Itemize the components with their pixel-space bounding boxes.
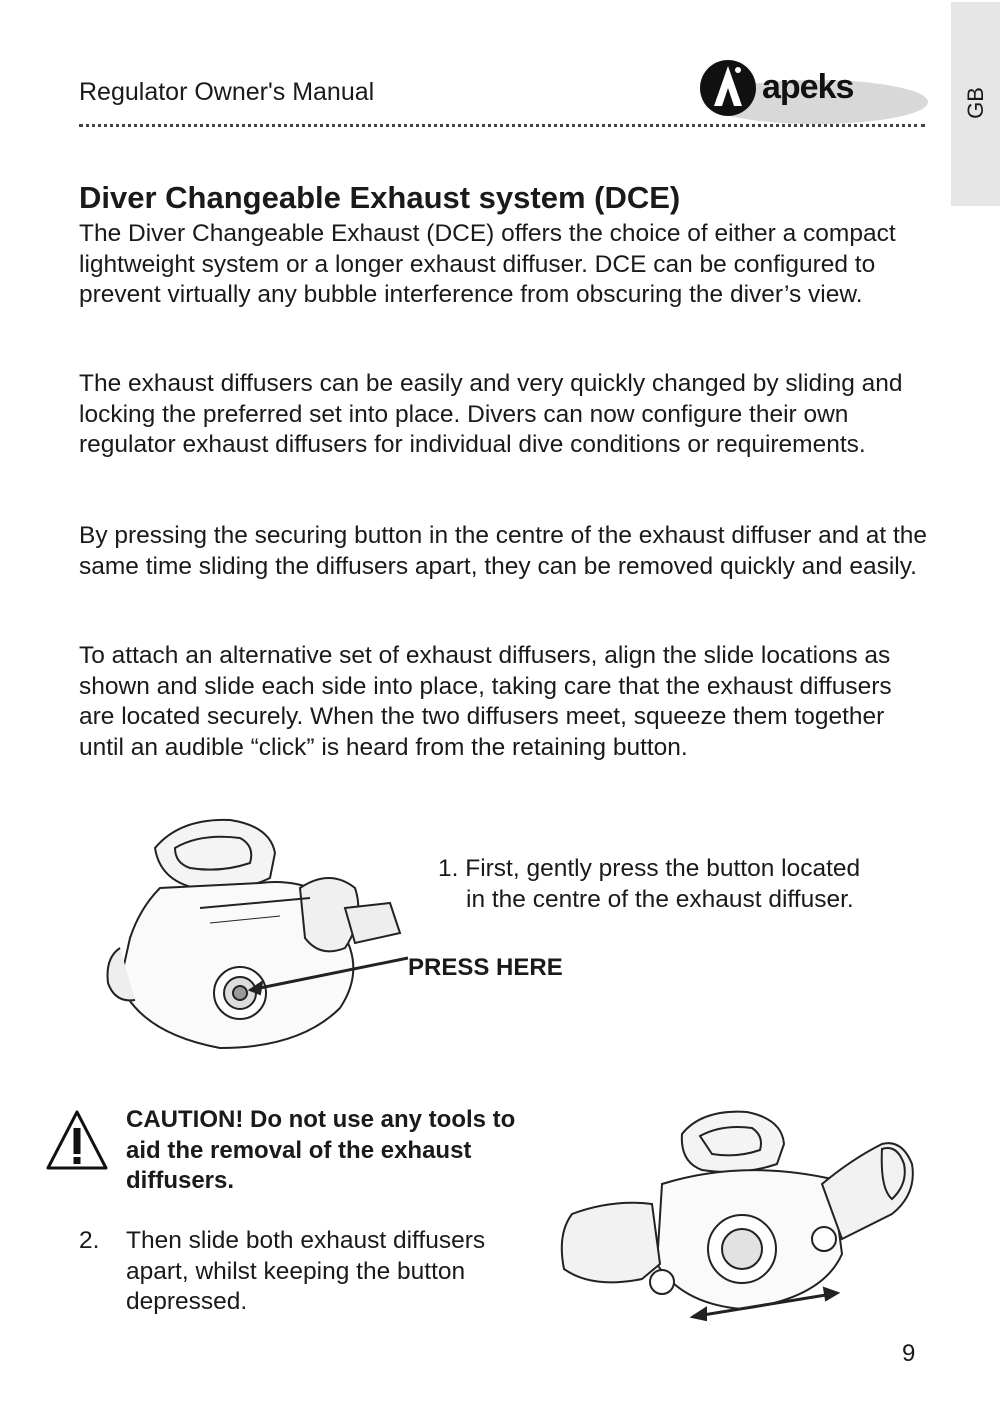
press-here-callout: PRESS HERE <box>408 954 563 981</box>
regulator-illustration-slide <box>552 1104 932 1324</box>
header-divider <box>79 124 925 127</box>
step-1-line-1: 1. First, gently press the button located <box>438 855 861 882</box>
warning-icon <box>44 1108 110 1174</box>
step-1 <box>438 854 860 915</box>
language-tab <box>951 2 1000 206</box>
paragraph-3: By pressing the securing button in the centre of the exhaust diffuser and at the same time sliding the diffusers apart, they can be removed quickly and easily. <box>79 522 928 580</box>
step-2-number: 2. <box>79 1227 100 1254</box>
document-header-title: Regulator Owner's Manual <box>79 78 375 106</box>
apeks-logo <box>698 52 928 130</box>
logo-wordmark: apeks <box>762 68 854 106</box>
paragraph-2: The exhaust diffusers can be easily and very quickly changed by sliding and locking the preferred set into place. Divers can now configure their own regulator exhaust diffusers for individual dive conditions or requirements. <box>79 370 903 458</box>
step-1-line-2: in the centre of the exhaust diffuser. <box>466 885 854 913</box>
step-2-text: Then slide both exhaust diffusers apart, whilst keeping the button depressed. <box>126 1227 486 1315</box>
section-heading: Diver Changeable Exhaust system (DCE) <box>79 180 681 215</box>
regulator-illustration-press <box>100 808 420 1063</box>
caution-text: CAUTION! Do not use any tools to aid the removal of the exhaust diffusers. <box>126 1106 516 1194</box>
language-tab-label: GB <box>963 87 988 119</box>
paragraph-4: To attach an alternative set of exhaust diffusers, align the slide locations as shown and slide each side into place, taking care that the exhaust diffusers are located securely. When the two diffusers meet, squeeze them together until an audible “click” is heard from the retaining button. <box>79 642 892 761</box>
paragraph-1: The Diver Changeable Exhaust (DCE) offers the choice of either a compact lightweight system or a longer exhaust diffuser. DCE can be configured to prevent virtually any bubble interference from obscuring the diver’s view. <box>79 220 896 308</box>
page-number: 9 <box>902 1340 916 1367</box>
